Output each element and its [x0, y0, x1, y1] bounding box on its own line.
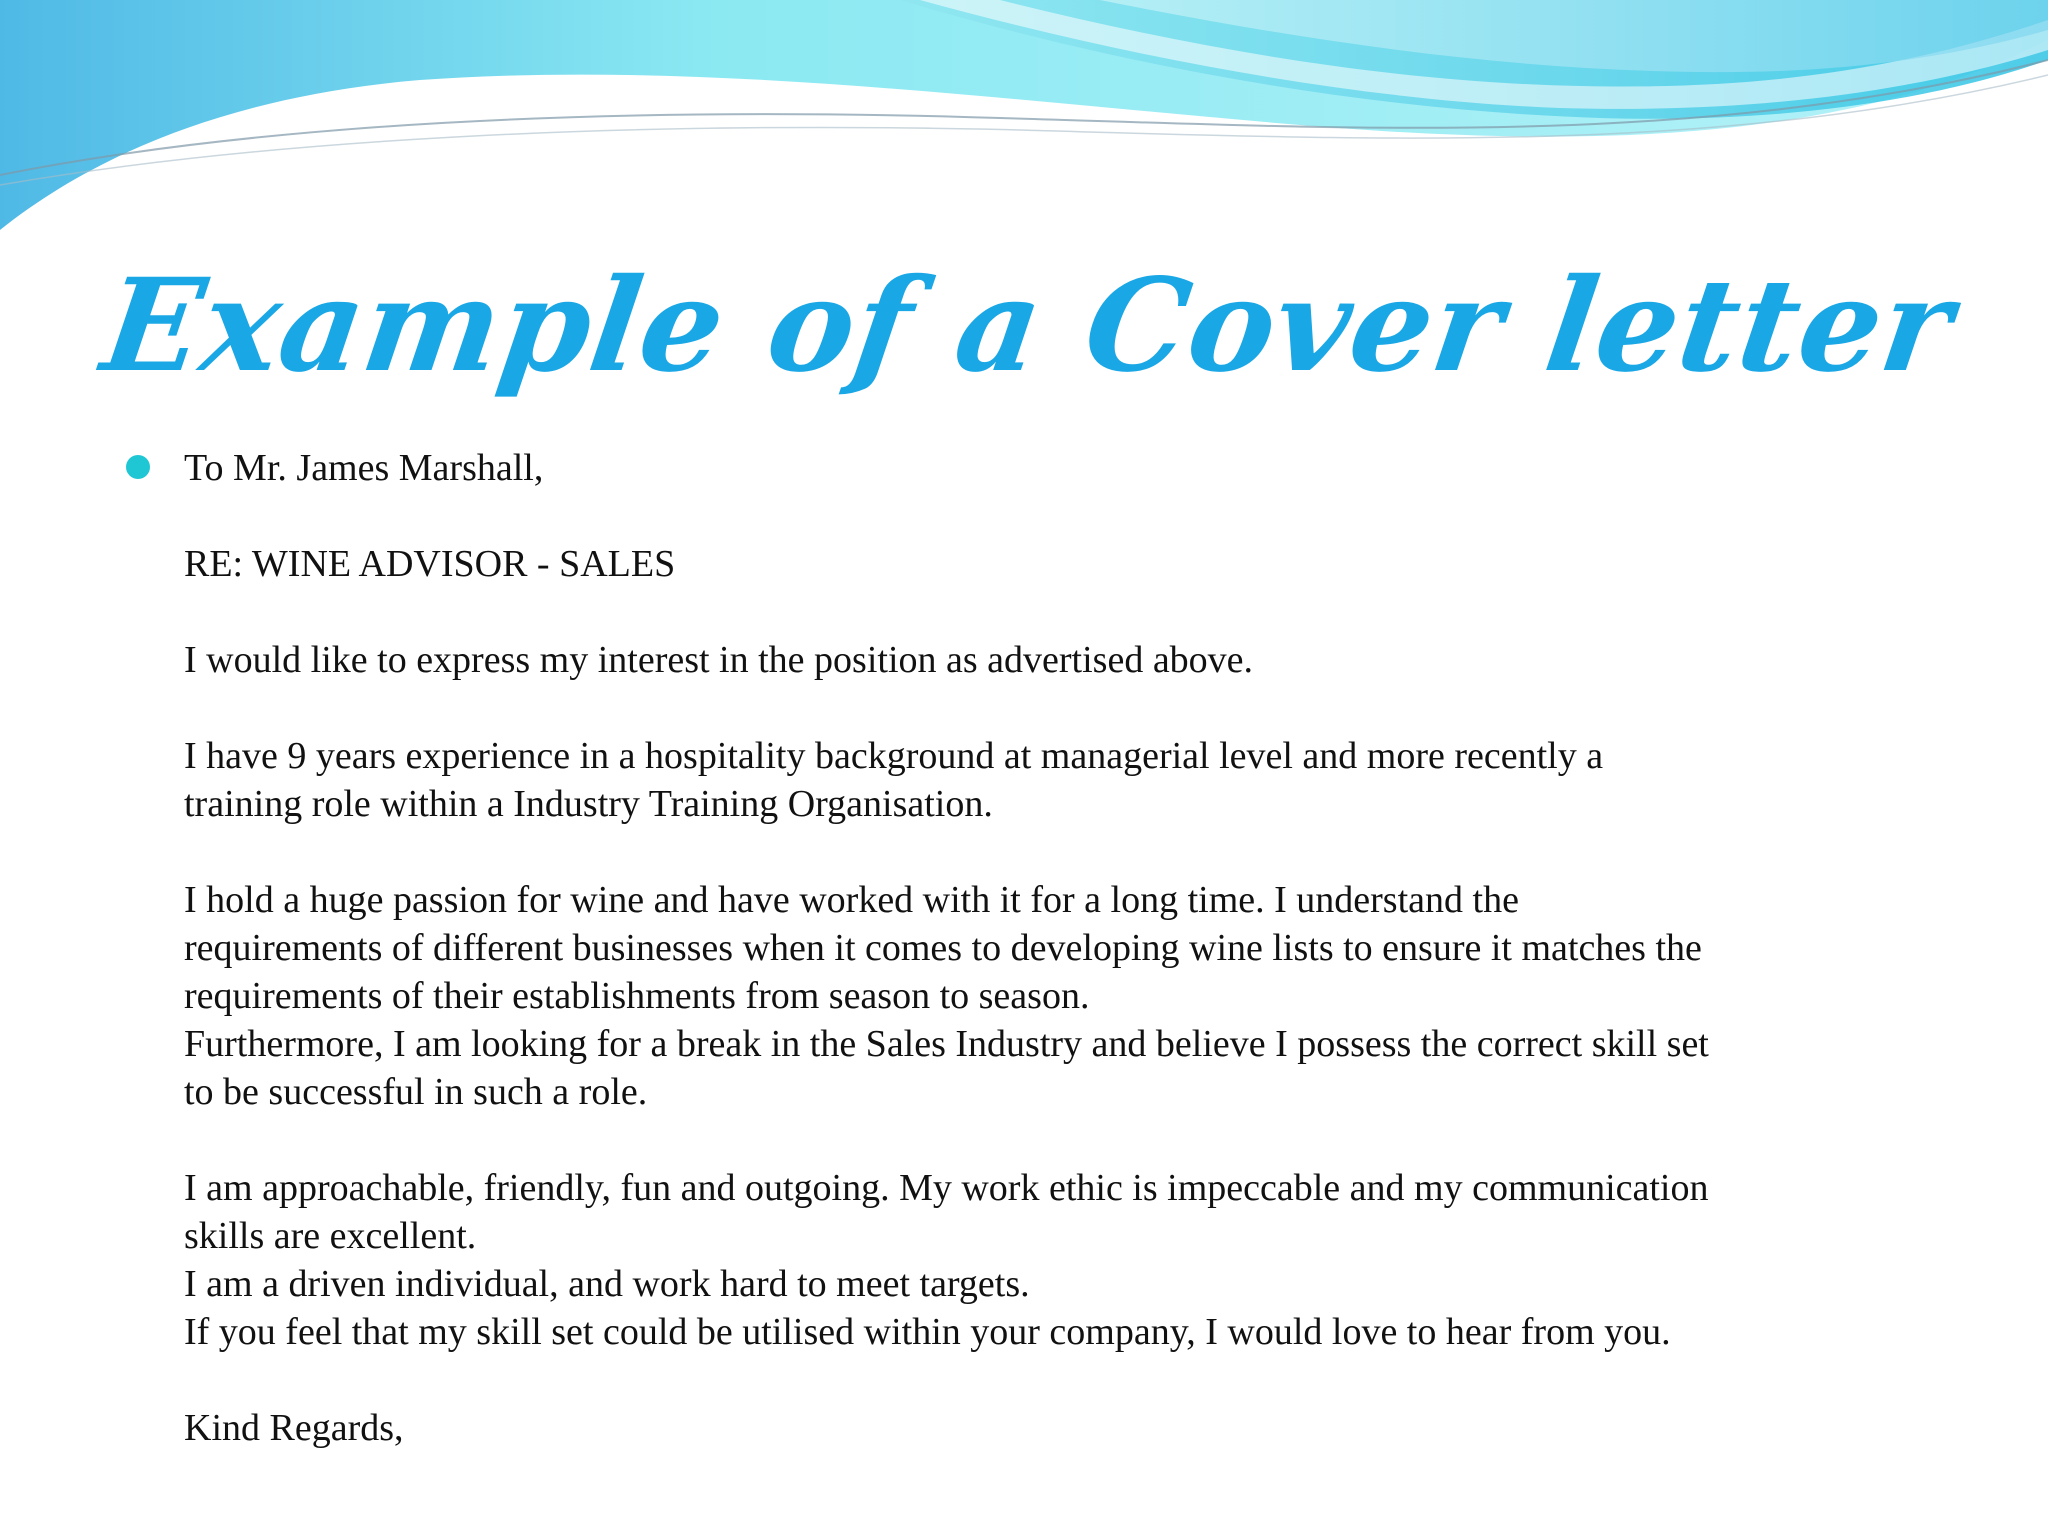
letter-line: requirements of different businesses when it comes to developing wine lists to ensure it matches the — [184, 927, 1702, 969]
letter-closing: Kind Regards, — [184, 1407, 404, 1449]
letter-line: I am a driven individual, and work hard to meet targets. — [184, 1263, 1030, 1305]
letter-line: If you feel that my skill set could be utilised within your company, I would love to hear from you. — [184, 1311, 1671, 1353]
letter-line: training role within a Industry Training Organisation. — [184, 783, 993, 825]
paragraph-gap — [184, 684, 1984, 732]
letter-line: I have 9 years experience in a hospitality background at managerial level and more recently a — [184, 735, 1604, 777]
paragraph-gap — [184, 828, 1984, 876]
letter-body — [184, 444, 1984, 1452]
paragraph-gap — [184, 1116, 1984, 1164]
slide-title: Example of a Cover letter — [94, 251, 1962, 401]
paragraph-gap — [184, 492, 1984, 540]
letter-line: skills are excellent. — [184, 1215, 477, 1257]
paragraph-gap — [184, 588, 1984, 636]
bullet-icon — [126, 455, 150, 479]
paragraph-gap — [184, 1356, 1984, 1404]
letter-salutation: To Mr. James Marshall, — [184, 447, 544, 489]
letter-line: to be successful in such a role. — [184, 1071, 648, 1113]
letter-subject: RE: WINE ADVISOR - SALES — [184, 543, 676, 585]
letter-line: I am approachable, friendly, fun and outgoing. My work ethic is impeccable and my communication — [184, 1167, 1709, 1209]
letter-line: requirements of their establishments from season to season. — [184, 975, 1090, 1017]
letter-line: I hold a huge passion for wine and have worked with it for a long time. I understand the — [184, 879, 1519, 921]
letter-paragraph-intro: I would like to express my interest in the position as advertised above. — [184, 639, 1254, 681]
letter-line: Furthermore, I am looking for a break in the Sales Industry and believe I possess the correct skill set — [184, 1023, 1709, 1065]
header-wave-decoration — [0, 0, 2048, 240]
